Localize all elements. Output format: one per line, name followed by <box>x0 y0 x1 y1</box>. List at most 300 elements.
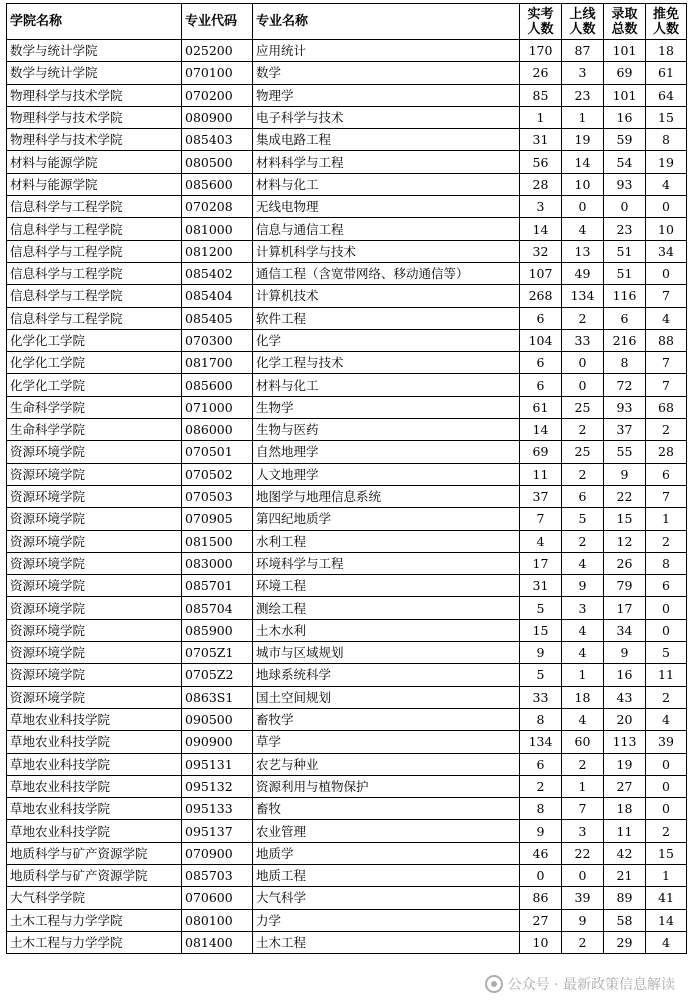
cell-major-name: 地质工程 <box>253 864 520 886</box>
cell-major-name: 电子科学与技术 <box>253 106 520 128</box>
cell-exam-takers: 4 <box>520 530 562 552</box>
cell-major-code: 085701 <box>182 575 253 597</box>
cell-major-code: 070501 <box>182 441 253 463</box>
cell-recommended: 7 <box>646 485 687 507</box>
table-row <box>7 642 687 664</box>
cell-passed: 10 <box>562 173 604 195</box>
cell-college: 物理科学与技术学院 <box>7 129 182 151</box>
cell-recommended: 39 <box>646 731 687 753</box>
cell-exam-takers: 6 <box>520 352 562 374</box>
table-row <box>7 664 687 686</box>
cell-college: 生命科学学院 <box>7 396 182 418</box>
cell-major-name: 水利工程 <box>253 530 520 552</box>
cell-major-code: 085600 <box>182 374 253 396</box>
cell-major-code: 080900 <box>182 106 253 128</box>
cell-major-code: 095137 <box>182 820 253 842</box>
cell-major-code: 070900 <box>182 842 253 864</box>
cell-exam-takers: 107 <box>520 262 562 284</box>
cell-admitted-total: 54 <box>604 151 646 173</box>
cell-recommended: 0 <box>646 597 687 619</box>
cell-major-code: 085402 <box>182 262 253 284</box>
cell-major-code: 080100 <box>182 909 253 931</box>
cell-passed: 6 <box>562 485 604 507</box>
cell-major-code: 085404 <box>182 285 253 307</box>
cell-passed: 2 <box>562 753 604 775</box>
cell-exam-takers: 14 <box>520 419 562 441</box>
cell-passed: 3 <box>562 820 604 842</box>
cell-exam-takers: 85 <box>520 84 562 106</box>
cell-exam-takers: 14 <box>520 218 562 240</box>
table-row <box>7 396 687 418</box>
cell-exam-takers: 8 <box>520 798 562 820</box>
cell-recommended: 5 <box>646 642 687 664</box>
cell-major-code: 086000 <box>182 419 253 441</box>
cell-passed: 23 <box>562 84 604 106</box>
cell-passed: 9 <box>562 575 604 597</box>
cell-passed: 9 <box>562 909 604 931</box>
cell-exam-takers: 3 <box>520 196 562 218</box>
cell-exam-takers: 31 <box>520 575 562 597</box>
cell-admitted-total: 26 <box>604 552 646 574</box>
cell-college: 资源环境学院 <box>7 485 182 507</box>
cell-recommended: 15 <box>646 842 687 864</box>
cell-exam-takers: 11 <box>520 463 562 485</box>
table-row <box>7 129 687 151</box>
cell-major-code: 0863S1 <box>182 686 253 708</box>
cell-passed: 13 <box>562 240 604 262</box>
cell-admitted-total: 17 <box>604 597 646 619</box>
cell-college: 大气科学学院 <box>7 887 182 909</box>
cell-exam-takers: 32 <box>520 240 562 262</box>
table-row <box>7 352 687 374</box>
cell-passed: 49 <box>562 262 604 284</box>
cell-college: 资源环境学院 <box>7 664 182 686</box>
cell-major-name: 测绘工程 <box>253 597 520 619</box>
cell-major-name: 材料科学与工程 <box>253 151 520 173</box>
header-major-name: 专业名称 <box>253 4 520 40</box>
cell-major-code: 070208 <box>182 196 253 218</box>
cell-major-name: 应用统计 <box>253 40 520 62</box>
table-row <box>7 84 687 106</box>
cell-exam-takers: 69 <box>520 441 562 463</box>
cell-college: 物理科学与技术学院 <box>7 84 182 106</box>
cell-major-code: 081400 <box>182 931 253 953</box>
cell-admitted-total: 29 <box>604 931 646 953</box>
cell-admitted-total: 43 <box>604 686 646 708</box>
cell-admitted-total: 58 <box>604 909 646 931</box>
cell-major-name: 草学 <box>253 731 520 753</box>
cell-exam-takers: 26 <box>520 62 562 84</box>
cell-major-code: 071000 <box>182 396 253 418</box>
table-row <box>7 262 687 284</box>
cell-college: 资源环境学院 <box>7 441 182 463</box>
table-row <box>7 307 687 329</box>
cell-passed: 4 <box>562 642 604 664</box>
cell-major-code: 070600 <box>182 887 253 909</box>
cell-major-name: 生物学 <box>253 396 520 418</box>
cell-exam-takers: 9 <box>520 642 562 664</box>
cell-college: 资源环境学院 <box>7 686 182 708</box>
cell-recommended: 0 <box>646 753 687 775</box>
cell-recommended: 1 <box>646 864 687 886</box>
cell-major-name: 畜牧 <box>253 798 520 820</box>
table-row <box>7 419 687 441</box>
cell-college: 资源环境学院 <box>7 642 182 664</box>
cell-exam-takers: 7 <box>520 508 562 530</box>
cell-major-code: 090500 <box>182 708 253 730</box>
cell-recommended: 61 <box>646 62 687 84</box>
cell-major-name: 环境工程 <box>253 575 520 597</box>
cell-passed: 25 <box>562 396 604 418</box>
cell-recommended: 0 <box>646 798 687 820</box>
cell-college: 土木工程与力学学院 <box>7 909 182 931</box>
cell-major-name: 土木工程 <box>253 931 520 953</box>
cell-college: 资源环境学院 <box>7 619 182 641</box>
table-row <box>7 329 687 351</box>
cell-admitted-total: 6 <box>604 307 646 329</box>
cell-admitted-total: 16 <box>604 106 646 128</box>
cell-admitted-total: 9 <box>604 642 646 664</box>
cell-college: 土木工程与力学学院 <box>7 931 182 953</box>
table-row <box>7 40 687 62</box>
cell-major-name: 土木水利 <box>253 619 520 641</box>
cell-recommended: 0 <box>646 619 687 641</box>
cell-passed: 5 <box>562 508 604 530</box>
cell-major-name: 国土空间规划 <box>253 686 520 708</box>
table-row <box>7 731 687 753</box>
cell-passed: 3 <box>562 62 604 84</box>
cell-major-code: 083000 <box>182 552 253 574</box>
cell-passed: 1 <box>562 775 604 797</box>
cell-admitted-total: 9 <box>604 463 646 485</box>
cell-major-code: 070200 <box>182 84 253 106</box>
table-row <box>7 441 687 463</box>
cell-major-name: 畜牧学 <box>253 708 520 730</box>
cell-college: 信息科学与工程学院 <box>7 196 182 218</box>
cell-college: 草地农业科技学院 <box>7 798 182 820</box>
cell-admitted-total: 216 <box>604 329 646 351</box>
cell-recommended: 14 <box>646 909 687 931</box>
cell-exam-takers: 104 <box>520 329 562 351</box>
cell-admitted-total: 21 <box>604 864 646 886</box>
table-row <box>7 173 687 195</box>
cell-college: 地质科学与矿产资源学院 <box>7 842 182 864</box>
cell-recommended: 4 <box>646 173 687 195</box>
cell-passed: 2 <box>562 931 604 953</box>
cell-passed: 2 <box>562 307 604 329</box>
cell-exam-takers: 1 <box>520 106 562 128</box>
table-row <box>7 218 687 240</box>
cell-recommended: 10 <box>646 218 687 240</box>
cell-passed: 25 <box>562 441 604 463</box>
cell-major-code: 085703 <box>182 864 253 886</box>
cell-exam-takers: 33 <box>520 686 562 708</box>
cell-major-name: 通信工程（含宽带网络、移动通信等） <box>253 262 520 284</box>
cell-major-name: 城市与区域规划 <box>253 642 520 664</box>
cell-passed: 4 <box>562 708 604 730</box>
cell-passed: 2 <box>562 530 604 552</box>
table-row <box>7 686 687 708</box>
cell-admitted-total: 8 <box>604 352 646 374</box>
table-row <box>7 485 687 507</box>
table-row <box>7 931 687 953</box>
cell-exam-takers: 46 <box>520 842 562 864</box>
cell-major-name: 农业管理 <box>253 820 520 842</box>
wechat-official-account-icon <box>485 975 503 993</box>
table-row <box>7 753 687 775</box>
cell-admitted-total: 101 <box>604 40 646 62</box>
table-row <box>7 374 687 396</box>
cell-major-name: 计算机技术 <box>253 285 520 307</box>
cell-college: 信息科学与工程学院 <box>7 285 182 307</box>
cell-admitted-total: 93 <box>604 396 646 418</box>
cell-passed: 19 <box>562 129 604 151</box>
cell-passed: 2 <box>562 419 604 441</box>
cell-recommended: 18 <box>646 40 687 62</box>
cell-exam-takers: 6 <box>520 307 562 329</box>
header-college: 学院名称 <box>7 4 182 40</box>
table-row <box>7 62 687 84</box>
cell-exam-takers: 9 <box>520 820 562 842</box>
cell-major-name: 集成电路工程 <box>253 129 520 151</box>
cell-admitted-total: 116 <box>604 285 646 307</box>
table-row <box>7 619 687 641</box>
cell-exam-takers: 170 <box>520 40 562 62</box>
cell-passed: 22 <box>562 842 604 864</box>
cell-major-code: 070502 <box>182 463 253 485</box>
cell-major-name: 地质学 <box>253 842 520 864</box>
cell-admitted-total: 19 <box>604 753 646 775</box>
cell-passed: 0 <box>562 196 604 218</box>
table-row <box>7 597 687 619</box>
cell-recommended: 0 <box>646 262 687 284</box>
cell-exam-takers: 31 <box>520 129 562 151</box>
cell-college: 材料与能源学院 <box>7 151 182 173</box>
cell-major-name: 化学工程与技术 <box>253 352 520 374</box>
cell-major-name: 材料与化工 <box>253 173 520 195</box>
cell-college: 信息科学与工程学院 <box>7 218 182 240</box>
watermark <box>485 974 675 994</box>
table-row <box>7 864 687 886</box>
cell-recommended: 19 <box>646 151 687 173</box>
cell-recommended: 6 <box>646 575 687 597</box>
cell-recommended: 6 <box>646 463 687 485</box>
cell-recommended: 4 <box>646 307 687 329</box>
cell-major-name: 无线电物理 <box>253 196 520 218</box>
cell-recommended: 1 <box>646 508 687 530</box>
cell-major-name: 人文地理学 <box>253 463 520 485</box>
cell-passed: 60 <box>562 731 604 753</box>
cell-exam-takers: 0 <box>520 864 562 886</box>
cell-recommended: 64 <box>646 84 687 106</box>
table-row <box>7 909 687 931</box>
table-row <box>7 575 687 597</box>
cell-recommended: 2 <box>646 419 687 441</box>
cell-major-name: 软件工程 <box>253 307 520 329</box>
cell-passed: 0 <box>562 352 604 374</box>
cell-recommended: 2 <box>646 686 687 708</box>
cell-admitted-total: 22 <box>604 485 646 507</box>
cell-passed: 2 <box>562 463 604 485</box>
table-row <box>7 798 687 820</box>
cell-major-name: 大气科学 <box>253 887 520 909</box>
cell-college: 物理科学与技术学院 <box>7 106 182 128</box>
cell-admitted-total: 93 <box>604 173 646 195</box>
cell-college: 资源环境学院 <box>7 597 182 619</box>
cell-recommended: 7 <box>646 352 687 374</box>
cell-major-code: 0705Z2 <box>182 664 253 686</box>
cell-college: 草地农业科技学院 <box>7 731 182 753</box>
cell-recommended: 88 <box>646 329 687 351</box>
cell-admitted-total: 23 <box>604 218 646 240</box>
cell-major-name: 物理学 <box>253 84 520 106</box>
cell-major-name: 生物与医药 <box>253 419 520 441</box>
cell-passed: 4 <box>562 218 604 240</box>
cell-college: 数学与统计学院 <box>7 62 182 84</box>
cell-college: 信息科学与工程学院 <box>7 307 182 329</box>
cell-admitted-total: 37 <box>604 419 646 441</box>
cell-passed: 0 <box>562 374 604 396</box>
cell-admitted-total: 72 <box>604 374 646 396</box>
cell-college: 草地农业科技学院 <box>7 708 182 730</box>
cell-major-code: 085403 <box>182 129 253 151</box>
header-passed: 上线 人数 <box>562 4 604 40</box>
cell-exam-takers: 8 <box>520 708 562 730</box>
cell-exam-takers: 28 <box>520 173 562 195</box>
cell-admitted-total: 69 <box>604 62 646 84</box>
cell-admitted-total: 113 <box>604 731 646 753</box>
cell-college: 化学化工学院 <box>7 329 182 351</box>
cell-major-code: 085704 <box>182 597 253 619</box>
cell-exam-takers: 15 <box>520 619 562 641</box>
cell-college: 草地农业科技学院 <box>7 820 182 842</box>
cell-exam-takers: 37 <box>520 485 562 507</box>
header-recommended: 推免 人数 <box>646 4 687 40</box>
cell-recommended: 15 <box>646 106 687 128</box>
cell-passed: 3 <box>562 597 604 619</box>
cell-exam-takers: 27 <box>520 909 562 931</box>
table-row <box>7 508 687 530</box>
cell-college: 材料与能源学院 <box>7 173 182 195</box>
cell-major-code: 070905 <box>182 508 253 530</box>
cell-major-name: 力学 <box>253 909 520 931</box>
cell-recommended: 7 <box>646 285 687 307</box>
cell-passed: 0 <box>562 864 604 886</box>
cell-passed: 1 <box>562 664 604 686</box>
cell-exam-takers: 86 <box>520 887 562 909</box>
cell-admitted-total: 89 <box>604 887 646 909</box>
cell-major-code: 095131 <box>182 753 253 775</box>
cell-exam-takers: 17 <box>520 552 562 574</box>
cell-admitted-total: 55 <box>604 441 646 463</box>
cell-admitted-total: 51 <box>604 262 646 284</box>
cell-passed: 4 <box>562 619 604 641</box>
cell-major-code: 0705Z1 <box>182 642 253 664</box>
cell-college: 草地农业科技学院 <box>7 753 182 775</box>
cell-exam-takers: 10 <box>520 931 562 953</box>
cell-major-name: 自然地理学 <box>253 441 520 463</box>
cell-college: 资源环境学院 <box>7 463 182 485</box>
cell-admitted-total: 15 <box>604 508 646 530</box>
table-body <box>7 40 687 954</box>
cell-passed: 1 <box>562 106 604 128</box>
cell-exam-takers: 56 <box>520 151 562 173</box>
cell-college: 化学化工学院 <box>7 374 182 396</box>
cell-recommended: 0 <box>646 775 687 797</box>
watermark-text: 公众号 · 最新政策信息解读 <box>507 977 675 993</box>
cell-recommended: 8 <box>646 552 687 574</box>
table-row <box>7 463 687 485</box>
cell-recommended: 4 <box>646 931 687 953</box>
cell-major-code: 085405 <box>182 307 253 329</box>
cell-major-name: 资源利用与植物保护 <box>253 775 520 797</box>
cell-exam-takers: 134 <box>520 731 562 753</box>
cell-major-code: 081000 <box>182 218 253 240</box>
cell-passed: 87 <box>562 40 604 62</box>
cell-major-code: 090900 <box>182 731 253 753</box>
cell-college: 地质科学与矿产资源学院 <box>7 864 182 886</box>
cell-college: 资源环境学院 <box>7 530 182 552</box>
cell-college: 信息科学与工程学院 <box>7 240 182 262</box>
cell-college: 化学化工学院 <box>7 352 182 374</box>
cell-major-name: 地图学与地理信息系统 <box>253 485 520 507</box>
admission-table <box>6 3 687 954</box>
cell-admitted-total: 20 <box>604 708 646 730</box>
table-row <box>7 106 687 128</box>
cell-major-code: 095132 <box>182 775 253 797</box>
cell-college: 资源环境学院 <box>7 552 182 574</box>
cell-exam-takers: 2 <box>520 775 562 797</box>
cell-major-name: 数学 <box>253 62 520 84</box>
cell-major-code: 070503 <box>182 485 253 507</box>
header-exam-takers: 实考 人数 <box>520 4 562 40</box>
cell-exam-takers: 5 <box>520 597 562 619</box>
cell-recommended: 8 <box>646 129 687 151</box>
table-row <box>7 820 687 842</box>
cell-major-code: 070300 <box>182 329 253 351</box>
table-row <box>7 842 687 864</box>
cell-recommended: 41 <box>646 887 687 909</box>
cell-major-code: 080500 <box>182 151 253 173</box>
table-row <box>7 285 687 307</box>
table-row <box>7 775 687 797</box>
cell-passed: 14 <box>562 151 604 173</box>
cell-college: 数学与统计学院 <box>7 40 182 62</box>
cell-passed: 39 <box>562 887 604 909</box>
cell-major-code: 081200 <box>182 240 253 262</box>
cell-admitted-total: 16 <box>604 664 646 686</box>
cell-recommended: 2 <box>646 530 687 552</box>
cell-major-name: 环境科学与工程 <box>253 552 520 574</box>
table-row <box>7 240 687 262</box>
cell-admitted-total: 42 <box>604 842 646 864</box>
cell-exam-takers: 268 <box>520 285 562 307</box>
header-admitted-total: 录取 总数 <box>604 4 646 40</box>
cell-admitted-total: 34 <box>604 619 646 641</box>
table-row <box>7 151 687 173</box>
cell-college: 信息科学与工程学院 <box>7 262 182 284</box>
cell-passed: 134 <box>562 285 604 307</box>
cell-major-name: 第四纪地质学 <box>253 508 520 530</box>
cell-exam-takers: 6 <box>520 753 562 775</box>
cell-admitted-total: 18 <box>604 798 646 820</box>
header-major-code: 专业代码 <box>182 4 253 40</box>
cell-exam-takers: 5 <box>520 664 562 686</box>
cell-recommended: 11 <box>646 664 687 686</box>
cell-major-code: 081500 <box>182 530 253 552</box>
table-header-row <box>7 4 687 40</box>
cell-exam-takers: 6 <box>520 374 562 396</box>
